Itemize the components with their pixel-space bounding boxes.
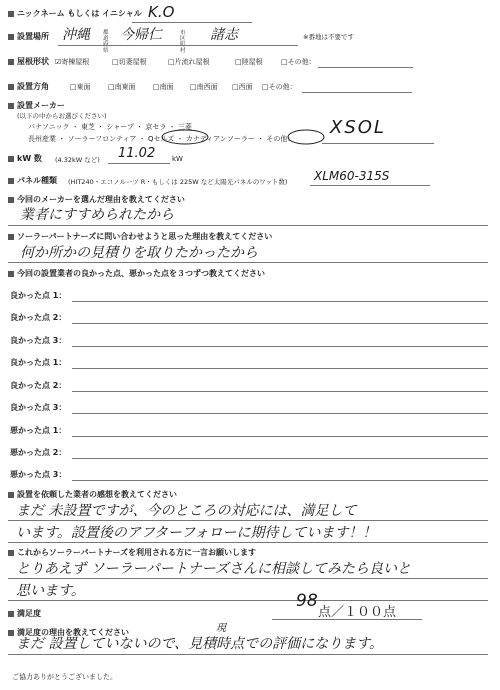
- maker-other-underline: [322, 143, 434, 144]
- kw-label: kW 数: [8, 153, 42, 164]
- maker-label: 設置メーカー: [8, 100, 65, 111]
- location-pref-value[interactable]: 沖縄: [62, 27, 90, 43]
- eval-row-line[interactable]: [72, 480, 488, 481]
- nickname-value[interactable]: K.O: [148, 3, 175, 21]
- location-note: ※番地は不要です: [303, 33, 354, 41]
- direction-option[interactable]: □南東面: [108, 83, 136, 91]
- satisfaction-suffix: 点／１００点: [318, 605, 397, 620]
- impression-underline-1: [8, 520, 488, 521]
- kw-underline: [108, 163, 170, 164]
- eval-row: 良かった点 3：: [10, 336, 67, 345]
- location-town-value[interactable]: 諸志: [210, 27, 238, 43]
- roof-shape-option[interactable]: □その他：: [281, 58, 316, 66]
- bullet-square-icon: [8, 197, 14, 203]
- eval-row: 良かった点 1：: [10, 358, 67, 367]
- footer-thanks: ご協力ありがとうございました。: [12, 673, 117, 681]
- bullet-square-icon: [8, 84, 14, 90]
- satisfaction-score[interactable]: 98: [296, 591, 318, 611]
- message-underline-2: [8, 600, 488, 601]
- bullet-square-icon: [8, 611, 14, 617]
- reason-inquiry-label: ソーラーパートナーズに問い合わせようと思った理由を教えてください: [8, 231, 272, 242]
- eval-row: 良かった点 1：: [10, 291, 67, 300]
- roof-shape-label: 屋根形状: [8, 56, 49, 67]
- panel-label: パネル種類: [8, 175, 57, 186]
- satisfaction-reason-answer[interactable]: まだ 設置していないので、見積時点での評価になります。: [16, 636, 384, 652]
- satisfaction-label: 満足度: [8, 608, 41, 619]
- roof-shape-option[interactable]: □陸屋根: [235, 58, 263, 66]
- eval-row-line[interactable]: [72, 458, 488, 459]
- eval-row-line[interactable]: [72, 346, 488, 347]
- eval-row: 良かった点 3：: [10, 403, 67, 412]
- bullet-square-icon: [8, 103, 14, 109]
- direction-option[interactable]: □南面: [153, 83, 174, 91]
- nickname-underline: [132, 22, 252, 23]
- reason-maker-underline: [8, 225, 488, 226]
- bullet-square-icon: [8, 492, 14, 498]
- kw-value[interactable]: 11.02: [118, 146, 156, 161]
- location-label: 設置場所: [8, 31, 49, 42]
- impression-answer-line2[interactable]: います。設置後のアフターフォローに期待しています！！: [16, 525, 377, 541]
- bullet-square-icon: [8, 550, 14, 556]
- bullet-square-icon: [8, 234, 14, 240]
- roof-other-underline: [318, 67, 413, 68]
- direction-label: 設置方角: [8, 81, 49, 92]
- direction-other-underline: [302, 92, 412, 93]
- direction-option[interactable]: □その他：: [262, 83, 297, 91]
- roof-shape-option[interactable]: ☑寄棟屋根: [55, 58, 90, 66]
- reason-inquiry-underline: [8, 262, 488, 263]
- message-answer-line1[interactable]: とりあえず ソーラーパートナーズさんに相談してみたら良いと: [16, 561, 412, 577]
- satisfaction-underline: [272, 619, 422, 620]
- maker-options-line2[interactable]: 長州産業 ・ ソーラーフロンティア ・ Qセルズ ・ カナディアンソーラー ・ その他：: [28, 135, 295, 143]
- other-circle-mark: [286, 128, 326, 146]
- eval-row: 悪かった点 2：: [10, 448, 67, 457]
- bullet-square-icon: [8, 271, 14, 277]
- location-underline: [58, 45, 298, 46]
- panel-hint: (HIT240・エコノルーツ R・もしくは 225W など太陽光パネルのワット数): [68, 178, 288, 186]
- bullet-square-icon: [8, 34, 14, 40]
- satisfaction-reason-underline: [8, 654, 488, 655]
- maker-options-line1[interactable]: パナソニック ・ 東芝 ・ シャープ ・ 京セラ ・ 三菱: [28, 123, 192, 131]
- location-city-value[interactable]: 今帰仁: [120, 27, 162, 43]
- kw-hint: (4.32kW など): [55, 156, 100, 164]
- message-underline-1: [8, 578, 488, 579]
- eval-row-line[interactable]: [72, 436, 488, 437]
- impression-answer-line1[interactable]: まだ 未設置ですが、今のところの対応には、満足して: [16, 503, 357, 519]
- kw-unit: kW: [172, 155, 183, 163]
- bullet-square-icon: [8, 156, 14, 162]
- eval-row-line[interactable]: [72, 368, 488, 369]
- impression-label: 設置を依頼した業者の感想を教えてください: [8, 489, 177, 500]
- eval-row-line[interactable]: [72, 323, 488, 324]
- direction-option[interactable]: □南西面: [190, 83, 218, 91]
- message-label: これからソーラーパートナーズを利用される方に一言お願いします: [8, 547, 256, 558]
- satisfaction-reason-correction: 現: [216, 623, 226, 634]
- bullet-square-icon: [8, 59, 14, 65]
- reason-inquiry-answer[interactable]: 何か所かの見積りを取りたかったから: [20, 245, 258, 261]
- reason-maker-label: 今回のメーカーを選んだ理由を教えてください: [8, 194, 185, 205]
- bullet-square-icon: [8, 178, 14, 184]
- satisfaction-reason-label: 満足度の理由を教えてください: [8, 627, 129, 638]
- maker-other-value[interactable]: XSOL: [330, 117, 386, 138]
- direction-option[interactable]: □東面: [70, 83, 91, 91]
- eval-row-line[interactable]: [72, 301, 488, 302]
- eval-row: 良かった点 2：: [10, 381, 67, 390]
- eval-row: 悪かった点 3：: [10, 470, 67, 479]
- eval-row: 良かった点 2：: [10, 313, 67, 322]
- reason-maker-answer[interactable]: 業者にすすめられたから: [20, 207, 175, 223]
- message-answer-line2[interactable]: 思います。: [16, 583, 85, 599]
- panel-value[interactable]: XLM60-315S: [314, 169, 390, 183]
- panel-underline: [310, 185, 430, 186]
- roof-shape-option[interactable]: □切妻屋根: [112, 58, 147, 66]
- eval-row-line[interactable]: [72, 413, 488, 414]
- nickname-label: ニックネーム もしくは イニシャル: [8, 8, 142, 19]
- bullet-square-icon: [8, 630, 14, 636]
- location-city-unit: 市区町村: [180, 30, 186, 54]
- location-pref-unit: 都道府県: [103, 30, 109, 54]
- direction-option[interactable]: □西面: [232, 83, 253, 91]
- eval-label: 今回の設置業者の良かった点、悪かった点を３つずつ教えてください: [8, 268, 265, 279]
- impression-underline-2: [8, 542, 488, 543]
- eval-row-line[interactable]: [72, 391, 488, 392]
- roof-shape-option[interactable]: □片流れ屋根: [168, 58, 210, 66]
- maker-hint: (以下の中からお選びください): [17, 112, 107, 120]
- qcells-circle-mark: [160, 128, 210, 146]
- eval-row: 悪かった点 1：: [10, 426, 67, 435]
- bullet-square-icon: [8, 11, 14, 17]
